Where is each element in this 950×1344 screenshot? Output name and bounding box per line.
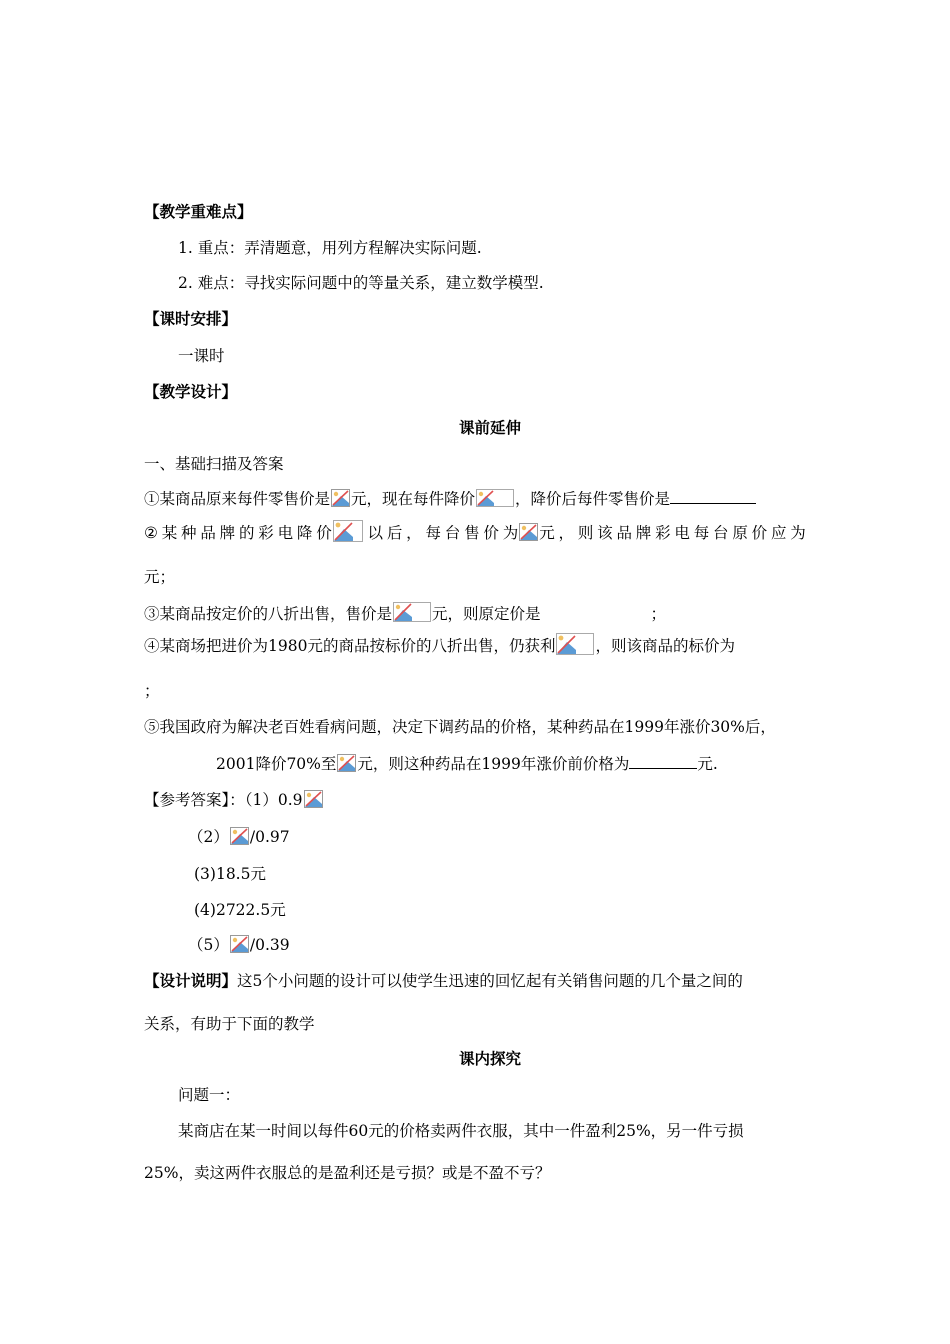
q2-w1: 某 xyxy=(161,524,178,542)
q2-m7: 为 xyxy=(502,524,519,542)
q5-text-b: 元，则这种药品在1999年涨价前价格为 xyxy=(357,755,630,773)
broken-image-icon xyxy=(476,489,514,507)
answer-1-text: ：（1）0.9 xyxy=(229,791,303,809)
heading-pre-class: 课前延伸 xyxy=(459,418,522,437)
q2-a12: 应 xyxy=(770,524,787,542)
question-5-line-2 xyxy=(216,752,718,775)
q1-text-b: 元，现在每件降价 xyxy=(351,490,476,508)
q2-w7: 电 xyxy=(277,524,294,542)
problem-1-line-2: 25%，卖这两件衣服总的是盈利还是亏损？或是不盈不亏？ xyxy=(144,1164,551,1182)
q2-a1: ， xyxy=(558,524,575,542)
heading-design: 【教学设计】 xyxy=(144,382,238,401)
key-point-2: 2. 难点：寻找实际问题中的等量关系，建立数学模型. xyxy=(178,274,544,292)
problem-1-line-1: 某商店在某一时间以每件60元的价格卖两件衣服，其中一件盈利25%，另一件亏损 xyxy=(178,1122,744,1140)
q3-text-c: ； xyxy=(650,605,667,623)
q4-line-2: ； xyxy=(144,682,160,700)
answer-5-prefix: （5） xyxy=(188,936,229,954)
q2-a5: 牌 xyxy=(635,524,652,542)
design-note-line-1 xyxy=(144,970,743,992)
question-4 xyxy=(144,635,735,657)
schedule-text: 一课时 xyxy=(178,347,225,365)
q2-m2: ， xyxy=(406,524,422,542)
q2-a10: 原 xyxy=(732,524,748,542)
broken-image-icon xyxy=(333,523,363,541)
heading-schedule: 【课时安排】 xyxy=(144,309,238,328)
q2-m6: 价 xyxy=(483,524,499,542)
q2-m3: 每 xyxy=(425,524,441,542)
basic-scan-title: 一、基础扫描及答案 xyxy=(144,455,284,473)
q1-answer-blank xyxy=(670,487,756,504)
q3-text-a: ③某商品按定价的八折出售，售价是 xyxy=(144,605,393,623)
q2-w4: 牌 xyxy=(219,524,236,542)
q2-a11: 价 xyxy=(751,524,768,542)
q2-w8: 降 xyxy=(296,524,313,542)
question-1 xyxy=(144,487,756,510)
q4-text-a: ④某商场把进价为1980元的商品按标价的八折出售，仍获利 xyxy=(144,637,556,655)
answer-2-prefix: （2） xyxy=(188,828,229,846)
q2-m4: 台 xyxy=(444,524,461,542)
question-3 xyxy=(144,603,666,625)
q2-w9: 价 xyxy=(316,524,332,542)
design-note-text: 这5个小问题的设计可以使学生迅速的回忆起有关销售问题的几个量之间的 xyxy=(237,972,743,990)
q3-text-b: 元，则原定价是 xyxy=(432,605,541,623)
q5-text-a: 2001降价70%至 xyxy=(216,755,337,773)
q2-a7: 电 xyxy=(674,524,690,542)
q2-w5: 的 xyxy=(238,524,255,542)
q2-a6: 彩 xyxy=(655,524,671,542)
broken-image-icon xyxy=(230,827,249,845)
q2-a4: 品 xyxy=(616,524,632,542)
answer-4: (4)2722.5元 xyxy=(194,901,286,919)
q4-text-b: ，则该商品的标价为 xyxy=(595,637,735,655)
design-note-line-2: 关系，有助于下面的教学 xyxy=(144,1015,315,1033)
answer-1 xyxy=(144,789,324,811)
q2-m1: 后 xyxy=(386,524,403,542)
key-point-1: 1. 重点：弄清题意，用列方程解决实际问题. xyxy=(178,239,482,257)
question-5-line-1: ⑤我国政府为解决老百姓看病问题，决定下调药品的价格，某种药品在1999年涨价30%后， xyxy=(144,718,776,736)
q5-answer-blank xyxy=(629,752,697,769)
broken-image-icon xyxy=(393,604,431,622)
q2-w2: 种 xyxy=(181,524,197,542)
q2-m0: 以 xyxy=(367,524,384,542)
q2-line-2: 元； xyxy=(144,568,176,586)
q2-w0: ② xyxy=(144,524,158,542)
answer-5-suffix: /0.39 xyxy=(249,936,290,954)
q2-a2: 则 xyxy=(577,524,594,542)
answer-3: (3)18.5元 xyxy=(194,865,266,883)
broken-image-icon xyxy=(556,636,594,654)
problem-1-title: 问题一： xyxy=(178,1086,241,1104)
q5-text-c: 元. xyxy=(697,755,718,773)
broken-image-icon xyxy=(304,790,323,808)
broken-image-icon xyxy=(230,935,249,953)
q2-a13: 为 xyxy=(790,524,806,542)
q2-a9: 台 xyxy=(713,524,729,542)
heading-key-points: 【教学重难点】 xyxy=(144,202,253,221)
answer-2 xyxy=(188,826,290,848)
q2-w3: 品 xyxy=(200,524,216,542)
q2-a8: 每 xyxy=(693,524,710,542)
broken-image-icon xyxy=(331,489,350,507)
design-note-label: 【设计说明】 xyxy=(144,971,238,990)
answers-label: 【参考答案】 xyxy=(144,791,230,809)
broken-image-icon xyxy=(337,754,356,772)
q2-a0: 元 xyxy=(539,524,555,542)
q1-text-c: ，降价后每件零售价是 xyxy=(515,490,671,508)
answer-2-suffix: /0.97 xyxy=(249,828,290,846)
q2-w6: 彩 xyxy=(258,524,274,542)
q1-text-a: ①某商品原来每件零售价是 xyxy=(144,490,331,508)
broken-image-icon xyxy=(519,523,538,541)
q2-a3: 该 xyxy=(597,524,613,542)
answer-5 xyxy=(188,934,290,956)
q2-m5: 售 xyxy=(464,524,480,542)
heading-in-class: 课内探究 xyxy=(459,1049,522,1068)
question-2 xyxy=(144,522,806,544)
